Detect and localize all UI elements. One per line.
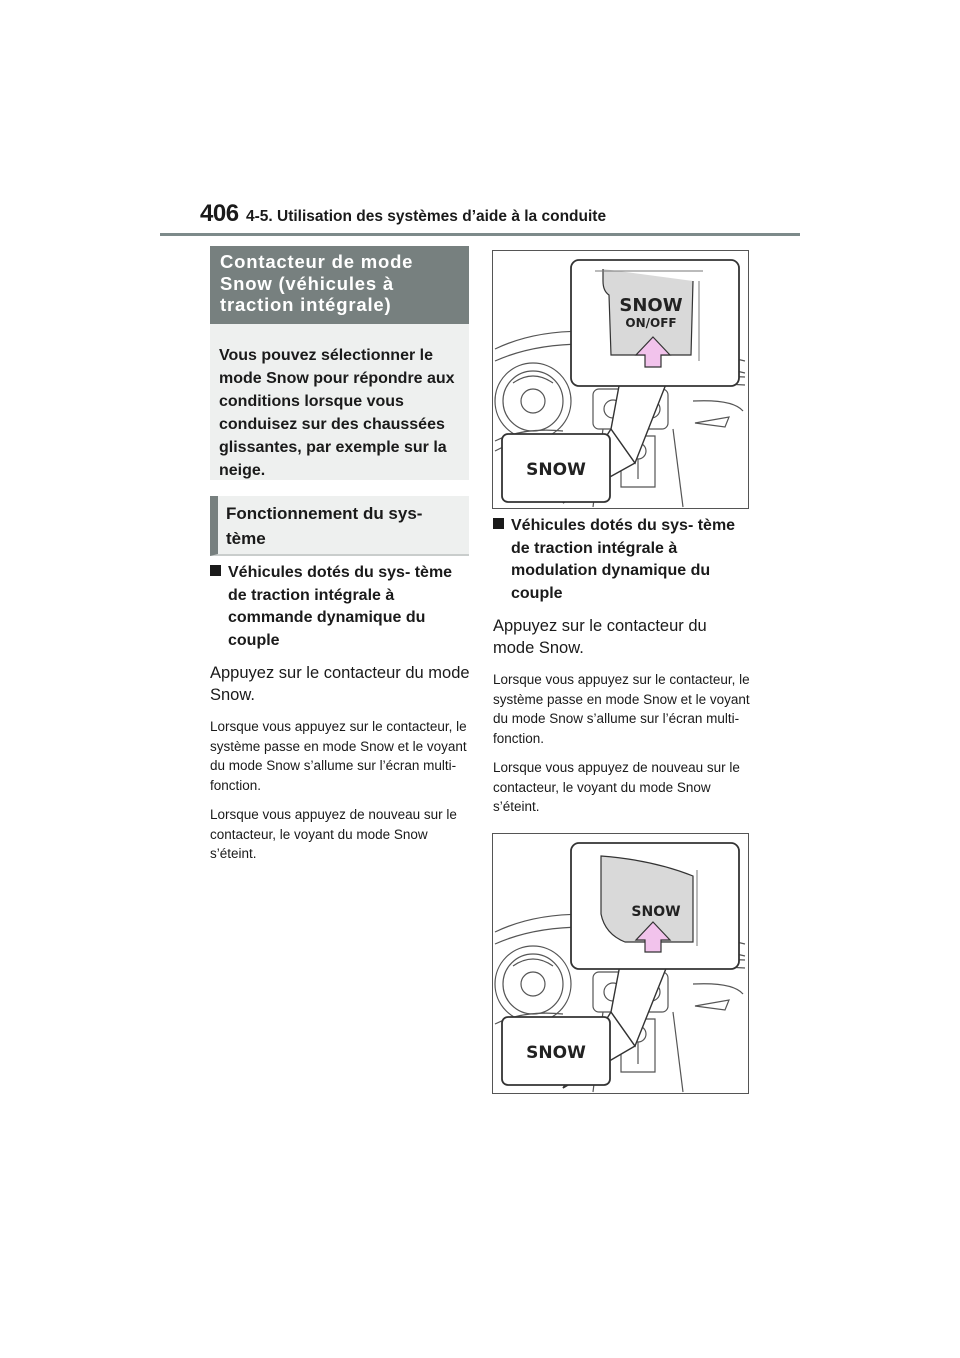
instruction-text: Appuyez sur le contacteur du mode Snow. — [493, 617, 707, 657]
subsection-heading-text: Véhicules dotés du sys- tème de traction intégrale à modulation dynamique du couple — [511, 517, 736, 602]
right-subsection — [493, 515, 751, 817]
snow-button-label: SNOW — [631, 904, 681, 920]
note-text-2: Lorsque vous appuyez de nouveau sur le contacteur, le voyant du mode Snow s’éteint. — [493, 760, 740, 814]
note-text-2: Lorsque vous appuyez de nouveau sur le contacteur, le voyant du mode Snow s’éteint. — [210, 807, 457, 861]
page-number: 406 — [200, 200, 239, 227]
square-bullet-icon — [493, 518, 504, 529]
figure-snow-switch-2 — [492, 833, 749, 1094]
callout-snow-label: SNOW — [526, 1043, 586, 1063]
figure-snow-switch-1 — [492, 250, 749, 509]
intro-text: Vous pouvez sélectionner le mode Snow pour répondre aux conditions lorsque vous conduisez sur des chaussées glissantes, par exemple sur la neige. — [210, 324, 469, 480]
subsection-heading — [493, 515, 751, 605]
subsection-heading-text: Véhicules dotés du sys- tème de traction intégrale à commande dynamique du couple — [228, 564, 453, 649]
left-subsection — [210, 562, 470, 864]
note-text-1: Lorsque vous appuyez sur le contacteur, le système passe en mode Snow et le voyant du mode Snow s’allume sur l’écran multi- fonction. — [493, 672, 750, 746]
running-header: 4-5. Utilisation des systèmes d’aide à la conduite — [246, 208, 607, 225]
note-text-1: Lorsque vous appuyez sur le contacteur, le système passe en mode Snow et le voyant du mode Snow s’allume sur l’écran multi- fonction. — [210, 719, 467, 793]
subsection-heading — [210, 562, 470, 652]
snow-button-label: SNOW — [619, 295, 683, 316]
header-rule — [160, 233, 800, 236]
dashboard-illustration-2 — [493, 834, 748, 1093]
callout-snow-label: SNOW — [526, 460, 586, 480]
section-heading: Fonctionnement du sys- tème — [210, 496, 469, 556]
dashboard-illustration-1 — [493, 251, 748, 508]
instruction-text: Appuyez sur le contacteur du mode Snow. — [210, 664, 470, 704]
square-bullet-icon — [210, 565, 221, 576]
snow-button-sublabel: ON/OFF — [625, 316, 677, 330]
section-title: Contacteur de mode Snow (véhicules à traction intégrale) — [210, 246, 469, 324]
